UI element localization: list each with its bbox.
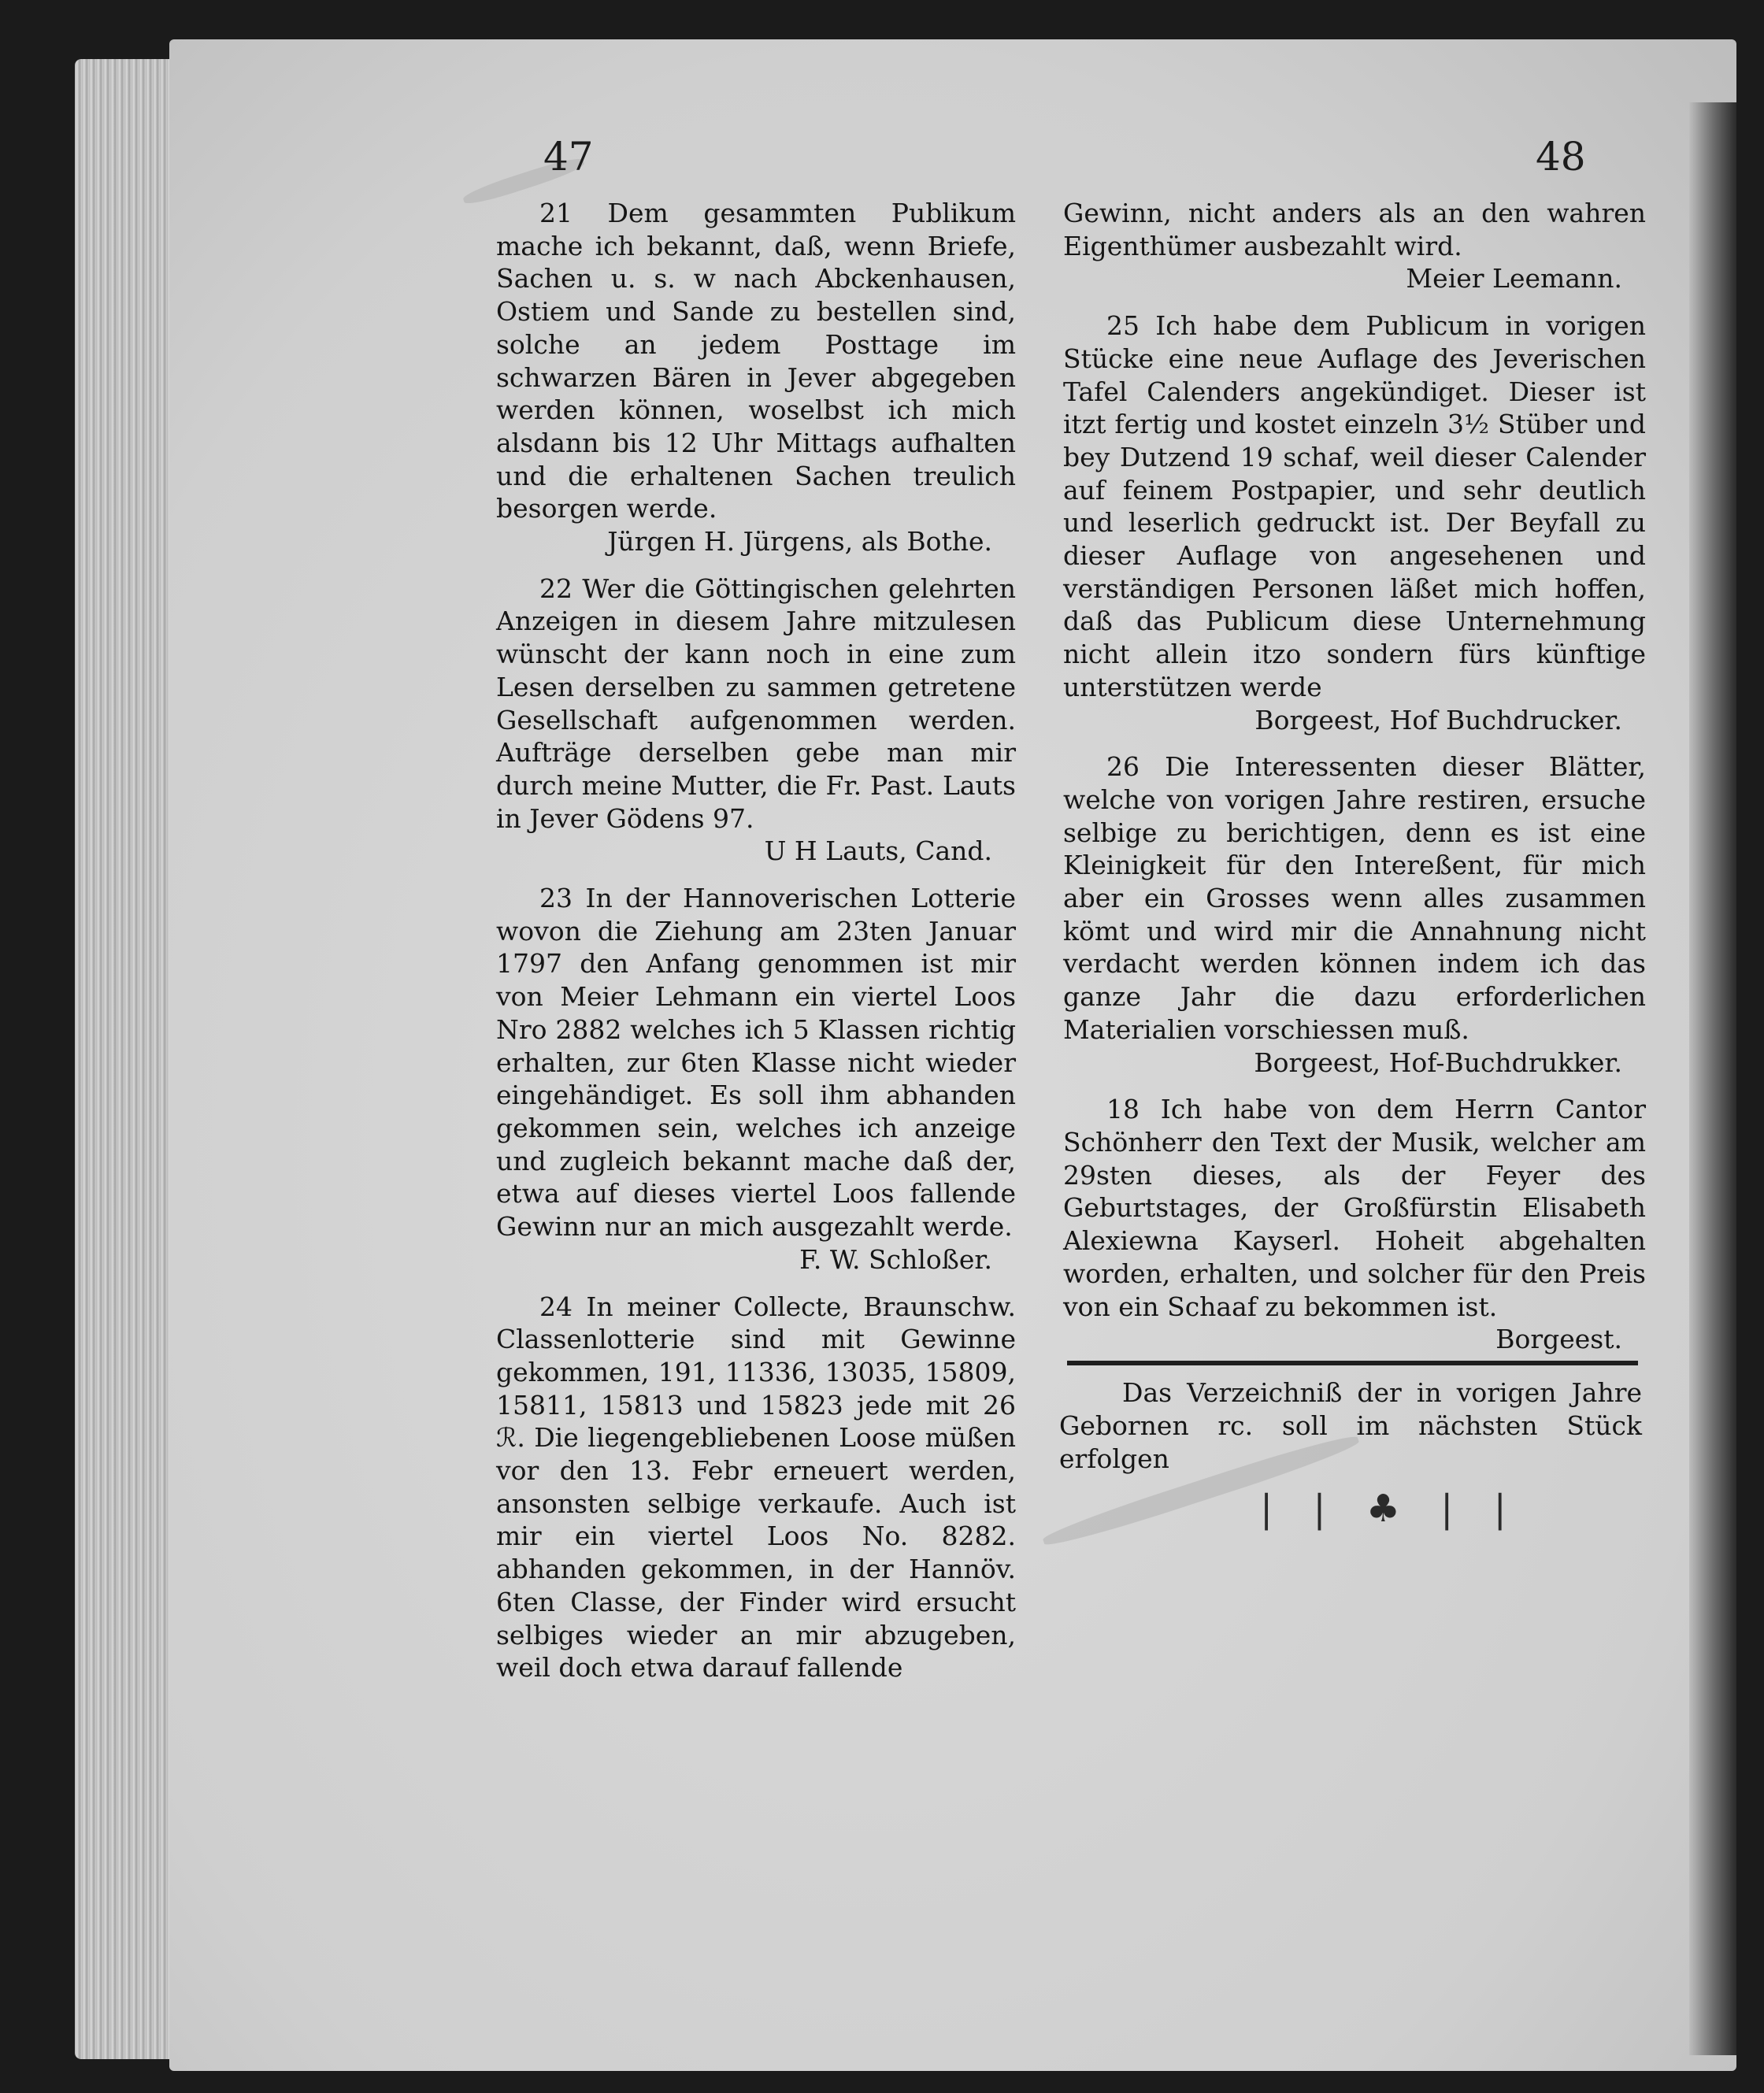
entry-signature: Borgeest.	[1495, 1324, 1622, 1355]
advertisement-21	[496, 197, 1016, 558]
printer-ornament: | | ♣ | |	[1260, 1487, 1521, 1531]
entry-signature: Borgeest, Hof-Buchdrukker.	[1254, 1046, 1622, 1078]
page-number-left: 47	[543, 134, 594, 180]
page-number-right: 48	[1536, 134, 1586, 180]
entry-text: Gewinn, nicht anders als an den wahren Eigenthümer ausbezahlt wird.	[1063, 198, 1646, 261]
left-column	[496, 197, 1016, 1698]
entry-text: 23 In der Hannoverischen Lotterie wovon die Ziehung am 23ten Januar 1797 den Anfang genommen ist mir von Meier Lehmann ein viertel Loos Nro 2882 welches ich 5 Klassen richtig erhalten, zur 6ten Klasse nicht wieder eingehändiget. Es soll ihm abhanden gekommen sein, welches ich anzeige und zugleich bekannt mache daß der, etwa auf dieses viertel Loos fallende Gewinn nur an mich ausgezahlt werde.	[496, 883, 1016, 1243]
entry-text: 18 Ich habe von dem Herrn Cantor Schönherr den Text der Musik, welcher am 29sten dieses, als der Feyer des Geburtstages, der Großfürstin Elisabeth Alexiewna Kayserl. Hoheit abgehalten worden, erhalten, und solcher für den Preis von ein Schaaf zu bekommen ist.	[1063, 1094, 1646, 1322]
entry-signature: U H Lauts, Cand.	[764, 835, 992, 867]
advertisement-24	[496, 1291, 1016, 1684]
entry-signature: Jürgen H. Jürgens, als Bothe.	[607, 526, 992, 558]
advertisement-24-continued	[1063, 197, 1646, 295]
entry-text: 25 Ich habe dem Publicum in vorigen Stücke eine neue Auflage des Jeverischen Tafel Calenders angekündiget. Dieser ist itzt fertig und kostet einzeln 3½ Stüber und bey Dutzend 19 schaf, weil dieser Calender auf feinem Postpapier, und sehr deutlich und leserlich gedruckt ist. Der Beyfall zu dieser Auflage von angesehenen und verständigen Personen läßet mich hoffen, daß das Publicum diese Unternehmung nicht allein itzo sondern fürs künftige unterstützen werde	[1063, 310, 1646, 702]
advertisement-25	[1063, 309, 1646, 736]
advertisement-26	[1063, 750, 1646, 1079]
entry-text: 26 Die Interessenten dieser Blätter, welche von vorigen Jahre restiren, ersuche selbige zu berichtigen, denn es ist eine Kleinigkeit für den Intereßent, für mich aber ein Grosses wenn alles zusammen kömt und wird mir die Annahnung nicht verdacht werden können indem ich das ganze Jahr die dazu erforderlichen Materialien vorschiessen muß.	[1063, 751, 1646, 1045]
entry-text: 22 Wer die Göttingischen gelehrten Anzeigen in diesem Jahre mitzulesen wünscht der kann noch in eine zum Lesen derselben zu sammen getretene Gesellschaft aufgenommen werden. Aufträge derselben gebe man mir durch meine Mutter, die Fr. Past. Lauts in Jever Gödens 97.	[496, 572, 1016, 834]
section-divider	[1067, 1361, 1638, 1365]
entry-signature: F. W. Schloßer.	[799, 1243, 992, 1275]
closing-notice: Das Verzeichniß der in vorigen Jahre Gebornen rc. soll im nächsten Stück erfolgen	[1059, 1377, 1642, 1474]
advertisement-22	[496, 572, 1016, 868]
entry-signature: Borgeest, Hof Buchdrucker.	[1254, 704, 1622, 735]
entry-text: 24 In meiner Collecte, Braunschw. Classenlotterie sind mit Gewinne gekommen, 191, 11336, 13035, 15809, 15811, 15813 und 15823 jede mit 26 ℛ. Die liegengebliebenen Loose müßen vor den 13. Febr erneuert werden, ansonsten selbige verkaufe. Auch ist mir ein viertel Loos No. 8282. abhanden gekommen, in der Hannöv. 6ten Classe, der Finder wird ersucht selbiges wieder an mir abzugeben, weil doch etwa darauf fallende	[496, 1291, 1016, 1684]
advertisement-18	[1063, 1093, 1646, 1356]
advertisement-23	[496, 882, 1016, 1276]
entry-signature: Meier Leemann.	[1406, 263, 1622, 295]
book-gutter	[1689, 102, 1736, 2055]
entry-text: 21 Dem gesammten Publikum mache ich bekannt, daß, wenn Briefe, Sachen u. s. w nach Abckenhausen, Ostiem und Sande zu bestellen sind, solche an jedem Posttage im schwarzen Bären in Jever abgegeben werden können, woselbst ich mich alsdann bis 12 Uhr Mittags aufhalten und die erhaltenen Sachen treulich besorgen werde.	[496, 198, 1016, 524]
right-column	[1063, 197, 1646, 1370]
